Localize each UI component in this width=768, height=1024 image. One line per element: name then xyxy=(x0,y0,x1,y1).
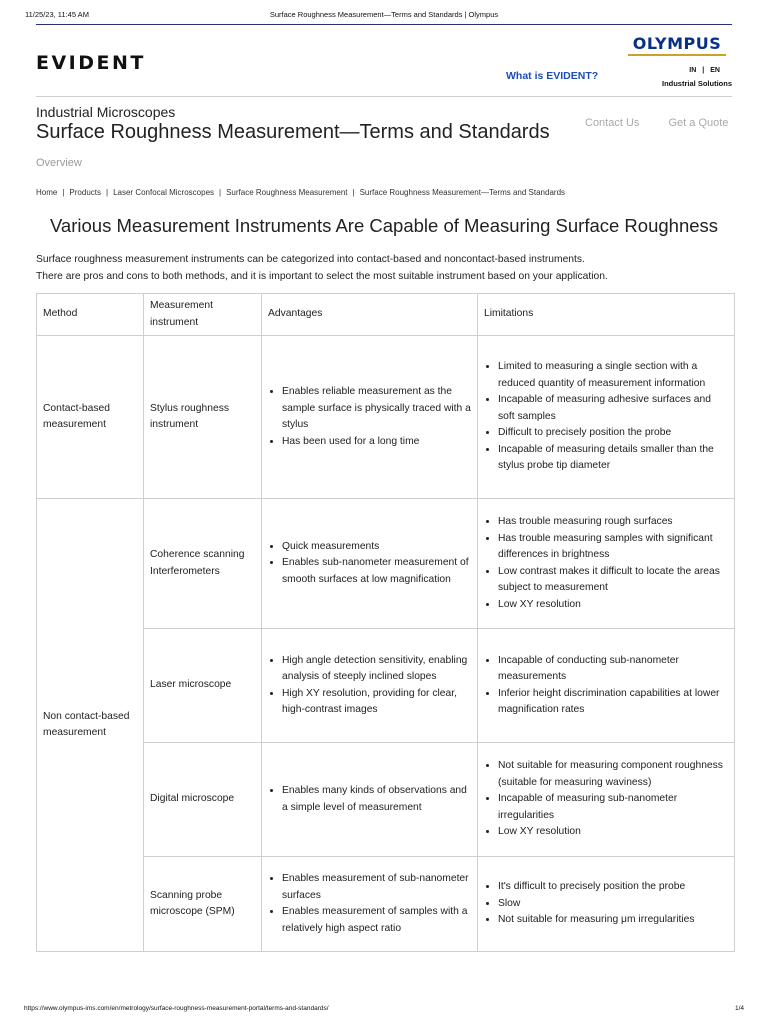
intro-line: There are pros and cons to both methods, and it is important to select the most suitable instrument based on your application. xyxy=(36,271,608,282)
method-cell: Non contact-based measurement xyxy=(37,499,144,952)
breadcrumb-separator: | xyxy=(352,188,355,197)
breadcrumb-separator: | xyxy=(106,188,109,197)
list-item: • It's difficult to precisely position the probe xyxy=(498,879,728,896)
list-item: • Quick measurements xyxy=(282,539,471,556)
breadcrumb-separator: | xyxy=(62,188,65,197)
advantages-cell xyxy=(262,857,478,952)
breadcrumb-home[interactable]: Home xyxy=(36,188,58,197)
advantages-cell xyxy=(262,743,478,857)
table-header-row xyxy=(37,294,735,336)
header-actions xyxy=(585,117,728,129)
print-header xyxy=(25,10,732,22)
overview-tab[interactable]: Overview xyxy=(36,157,82,169)
print-url: https://www.olympus-ims.com/en/metrology/surface-roughness-measurement-portal/terms-and-standards/ xyxy=(24,1005,329,1012)
what-is-evident-link[interactable]: What is EVIDENT? xyxy=(506,70,599,82)
language-switcher xyxy=(686,67,723,74)
list-item: • High angle detection sensitivity, enabling analysis of steeply inclined slopes xyxy=(282,653,471,686)
breadcrumb-current-page[interactable]: Surface Roughness Measurement—Terms and Standards xyxy=(359,188,566,197)
list-item: • Not suitable for measuring μm irregularities xyxy=(498,912,728,929)
instrument-cell: Laser microscope xyxy=(144,629,262,743)
instrument-comparison-table xyxy=(36,293,735,952)
olympus-logo[interactable] xyxy=(622,34,732,56)
list-item: • Not suitable for measuring component roughness (suitable for measuring waviness) xyxy=(498,758,728,791)
olympus-logo-underline xyxy=(628,54,726,56)
header-divider xyxy=(36,96,732,97)
contact-us-link[interactable]: Contact Us xyxy=(585,117,640,129)
list-item: • Incapable of measuring sub-nanometer irregularities xyxy=(498,791,728,824)
breadcrumb-separator: | xyxy=(219,188,222,197)
industrial-solutions-label[interactable]: Industrial Solutions xyxy=(661,79,732,88)
evident-logo[interactable]: EVIDENT xyxy=(36,52,146,74)
list-item: • Enables many kinds of observations and a simple level of measurement xyxy=(282,783,471,816)
product-category: Industrial Microscopes xyxy=(36,104,176,120)
instrument-cell: Digital microscope xyxy=(144,743,262,857)
limitations-cell xyxy=(478,743,735,857)
list-item: • High XY resolution, providing for clear, high-contrast images xyxy=(282,686,471,719)
print-doc-title: Surface Roughness Measurement—Terms and Standards | Olympus xyxy=(269,10,499,19)
list-item: • Has trouble measuring samples with significant differences in brightness xyxy=(498,531,728,564)
list-item: • Enables reliable measurement as the sample surface is physically traced with a stylus xyxy=(282,384,471,434)
intro-line: Surface roughness measurement instruments can be categorized into contact-based and noncontact-based instruments. xyxy=(36,254,585,265)
instrument-cell: Stylus roughness instrument xyxy=(144,336,262,499)
list-item: • Slow xyxy=(498,896,728,913)
advantages-cell xyxy=(262,336,478,499)
print-page-number: 1/4 xyxy=(734,1005,744,1012)
header-instrument: Measurement instrument xyxy=(144,294,262,336)
list-item: • Incapable of measuring adhesive surfaces and soft samples xyxy=(498,392,728,425)
list-item: • Has been used for a long time xyxy=(282,434,471,451)
print-footer xyxy=(24,1005,744,1012)
method-cell: Contact-based measurement xyxy=(37,336,144,499)
table-row xyxy=(37,336,735,499)
header-advantages: Advantages xyxy=(262,294,478,336)
breadcrumb xyxy=(36,188,565,197)
get-a-quote-link[interactable]: Get a Quote xyxy=(668,117,729,129)
advantages-cell xyxy=(262,499,478,629)
list-item: • Enables measurement of samples with a relatively high aspect ratio xyxy=(282,904,471,937)
header-method: Method xyxy=(37,294,144,336)
list-item: • Low XY resolution xyxy=(498,597,728,614)
instrument-cell: Scanning probe microscope (SPM) xyxy=(144,857,262,952)
list-item: • Low XY resolution xyxy=(498,824,728,841)
list-item: • Limited to measuring a single section with a reduced quantity of measurement information xyxy=(498,359,728,392)
top-divider xyxy=(36,24,732,25)
list-item: • Low contrast makes it difficult to locate the areas subject to measurement xyxy=(498,564,728,597)
lang-separator: | xyxy=(702,67,705,74)
list-item: • Difficult to precisely position the probe xyxy=(498,425,728,442)
print-datetime: 11/25/23, 11:45 AM xyxy=(25,10,89,19)
lang-in-link[interactable]: IN xyxy=(689,67,697,74)
breadcrumb-laser-confocal-microscopes[interactable]: Laser Confocal Microscopes xyxy=(113,188,215,197)
olympus-wordmark: OLYMPUS xyxy=(632,34,722,53)
limitations-cell xyxy=(478,857,735,952)
advantages-cell xyxy=(262,629,478,743)
lang-en-link[interactable]: EN xyxy=(710,67,720,74)
list-item: • Incapable of measuring details smaller than the stylus probe tip diameter xyxy=(498,442,728,475)
list-item: • Incapable of conducting sub-nanometer measurements xyxy=(498,653,728,686)
breadcrumb-surface-roughness-measurement[interactable]: Surface Roughness Measurement xyxy=(226,188,348,197)
list-item: • Has trouble measuring rough surfaces xyxy=(498,514,728,531)
list-item: • Inferior height discrimination capabilities at lower magnification rates xyxy=(498,686,728,719)
section-intro xyxy=(36,251,732,285)
list-item: • Enables sub-nanometer measurement of smooth surfaces at low magnification xyxy=(282,555,471,588)
limitations-cell xyxy=(478,336,735,499)
table-row xyxy=(37,499,735,629)
limitations-cell xyxy=(478,499,735,629)
instrument-cell: Coherence scanning Interferometers xyxy=(144,499,262,629)
list-item: • Enables measurement of sub-nanometer surfaces xyxy=(282,871,471,904)
page-title: Surface Roughness Measurement—Terms and Standards xyxy=(36,121,550,143)
limitations-cell xyxy=(478,629,735,743)
section-heading: Various Measurement Instruments Are Capable of Measuring Surface Roughness xyxy=(49,215,719,236)
breadcrumb-products[interactable]: Products xyxy=(69,188,101,197)
header-limitations: Limitations xyxy=(478,294,735,336)
